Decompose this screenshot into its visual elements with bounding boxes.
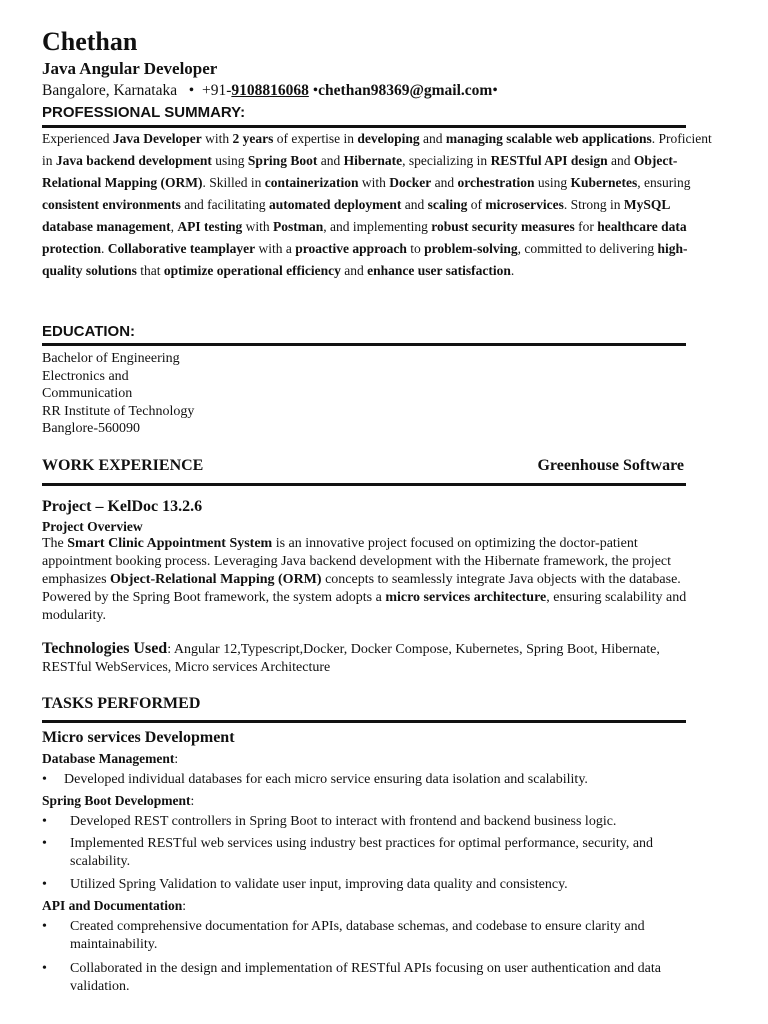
- text-run: and facilitating: [180, 197, 269, 212]
- summary-heading: PROFESSIONAL SUMMARY:: [42, 104, 246, 121]
- text-run: with: [201, 131, 233, 146]
- bold-text-run: Kubernetes: [570, 175, 638, 190]
- list-item: • Utilized Spring Validation to validate user input, improving data quality and consistency.: [42, 877, 568, 892]
- group-heading-spring-boot: Spring Boot Development:: [42, 793, 195, 808]
- contact-line: [42, 81, 498, 101]
- bold-text-run: orchestration: [457, 175, 535, 190]
- text-run: and: [401, 197, 428, 212]
- bold-text-run: Object-Relational Mapping (ORM): [110, 572, 322, 587]
- text-run: .: [101, 241, 108, 256]
- list-item: • Collaborated in the design and implementation of RESTful APIs focusing on user authentication and data validation.: [42, 961, 661, 994]
- text-run: , and implementing: [323, 219, 432, 234]
- separator: •: [188, 82, 195, 99]
- bold-text-run: proactive approach: [295, 241, 407, 256]
- technologies-label: Technologies Used: [42, 640, 168, 657]
- text-run: with a: [255, 241, 296, 256]
- bold-text-run: micro services architecture: [385, 590, 547, 605]
- bold-text-run: managing scalable web applications: [445, 131, 652, 146]
- branch: Electronics and: [42, 368, 129, 384]
- group-heading-api: API and Documentation:: [42, 898, 187, 913]
- technologies-list: Angular 12,Typescript,Docker, Docker Compose, Kubernetes, Spring Boot, Hibernate, RESTful WebServices, Micro services Architecture: [42, 642, 660, 675]
- technologies-used: Technologies Used: Angular 12,Typescript,Docker, Docker Compose, Kubernetes, Spring Boot, Hibernate, RESTful WebServices, Micro services Architecture: [42, 640, 660, 675]
- project-overview-heading: Project Overview: [42, 519, 143, 534]
- bold-text-run: RESTful API design: [490, 153, 608, 168]
- text-run: , specializing in: [402, 153, 491, 168]
- bold-text-run: Object-Relational Mapping (ORM): [42, 153, 678, 190]
- education-details: [42, 350, 194, 438]
- project-title: Project – KelDoc 13.2.6: [42, 498, 203, 515]
- text-run: and: [317, 153, 344, 168]
- summary-paragraph: [42, 128, 714, 282]
- bold-text-run: Java backend development: [55, 153, 212, 168]
- text-run: The: [42, 536, 68, 551]
- text-run: , ensuring scalability and modularity.: [42, 590, 687, 623]
- education-heading: EDUCATION:: [42, 323, 136, 340]
- bold-text-run: problem-solving: [424, 241, 518, 256]
- text-run: and: [431, 175, 458, 190]
- text-run: using: [211, 153, 248, 168]
- text-run: . Skilled in: [202, 175, 265, 190]
- text-run: with: [358, 175, 390, 190]
- bold-text-run: Postman: [273, 219, 324, 234]
- degree: Bachelor of Engineering: [42, 351, 180, 366]
- separator: •: [312, 82, 319, 99]
- section-divider: [42, 483, 686, 486]
- text-run: with: [242, 219, 274, 234]
- institute-address: Banglore-560090: [42, 421, 140, 436]
- email-link[interactable]: chethan98369@gmail.com: [318, 82, 493, 99]
- bold-text-run: Hibernate: [343, 153, 403, 168]
- project-overview-text: [42, 535, 702, 625]
- list-item: • Developed REST controllers in Spring Boot to interact with frontend and backend business logic.: [42, 814, 617, 829]
- text-run: .: [510, 263, 515, 278]
- text-run: , committed to delivering: [517, 241, 658, 256]
- text-run: . Proficient in: [42, 131, 712, 168]
- text-run: for: [574, 219, 598, 234]
- text-run: and: [607, 153, 634, 168]
- candidate-role: Java Angular Developer: [42, 59, 218, 78]
- bold-text-run: enhance user satisfaction: [367, 263, 511, 278]
- phone-link[interactable]: 9108816068: [231, 82, 309, 99]
- bold-text-run: high-quality solutions: [42, 241, 688, 278]
- group-heading-database: Database Management:: [42, 751, 179, 766]
- branch-cont: Communication: [42, 386, 133, 401]
- list-item: • Implemented RESTful web services using industry best practices for optimal performance, security, and scalability.: [42, 836, 654, 869]
- text-run: . Strong in: [563, 197, 624, 212]
- section-divider: [42, 720, 686, 723]
- bold-text-run: consistent environments: [42, 197, 181, 212]
- text-run: is an innovative project focused on optimizing the doctor-patient appointment booking process. Leveraging Java backend development with the Hibernate framework, the project emphasizes: [42, 536, 672, 587]
- candidate-name: Chethan: [42, 27, 138, 56]
- text-run: to: [406, 241, 425, 256]
- bold-text-run: scaling: [427, 197, 468, 212]
- list-item: • Created comprehensive documentation for APIs, database schemas, and codebase to ensure clarity and maintainability.: [42, 919, 645, 952]
- bold-text-run: healthcare data protection: [42, 219, 687, 256]
- text-run: Experienced: [42, 131, 113, 146]
- bold-text-run: MySQL database management: [42, 197, 670, 234]
- location: Bangalore, Karnataka: [42, 82, 178, 99]
- bold-text-run: containerization: [264, 175, 359, 190]
- bold-text-run: optimize operational efficiency: [163, 263, 341, 278]
- bold-text-run: Java Developer: [112, 131, 202, 146]
- bold-text-run: developing: [357, 131, 420, 146]
- bold-text-run: Smart Clinic Appointment System: [67, 536, 273, 551]
- phone-prefix: +91-: [201, 82, 232, 99]
- separator: •: [492, 82, 498, 99]
- text-run: ,: [170, 219, 178, 234]
- text-run: that: [136, 263, 164, 278]
- text-run: using: [534, 175, 571, 190]
- institute: RR Institute of Technology: [42, 403, 195, 419]
- section-divider: [42, 343, 686, 346]
- text-run: of expertise in: [273, 131, 358, 146]
- text-run: concepts to seamlessly integrate Java objects with the database. Powered by the Spring Boot framework, the system adopts a: [42, 572, 681, 605]
- text-run: of: [467, 197, 486, 212]
- list-item: • Developed individual databases for each micro service ensuring data isolation and scalability.: [42, 772, 588, 787]
- bold-text-run: microservices: [485, 197, 564, 212]
- bold-text-run: robust security measures: [431, 219, 575, 234]
- company-name: Greenhouse Software: [537, 457, 684, 474]
- bold-text-run: 2 years: [232, 131, 274, 146]
- bold-text-run: Spring Boot: [247, 153, 318, 168]
- bold-text-run: Docker: [389, 175, 432, 190]
- text-run: and: [340, 263, 368, 278]
- bold-text-run: Collaborative teamplayer: [107, 241, 256, 256]
- bold-text-run: automated deployment: [268, 197, 402, 212]
- text-run: , ensuring: [637, 175, 691, 190]
- bold-text-run: API testing: [177, 219, 243, 234]
- text-run: and: [419, 131, 446, 146]
- tasks-heading: TASKS PERFORMED: [42, 695, 201, 712]
- tasks-subheading: Micro services Development: [42, 729, 235, 746]
- work-heading: WORK EXPERIENCE: [42, 457, 204, 474]
